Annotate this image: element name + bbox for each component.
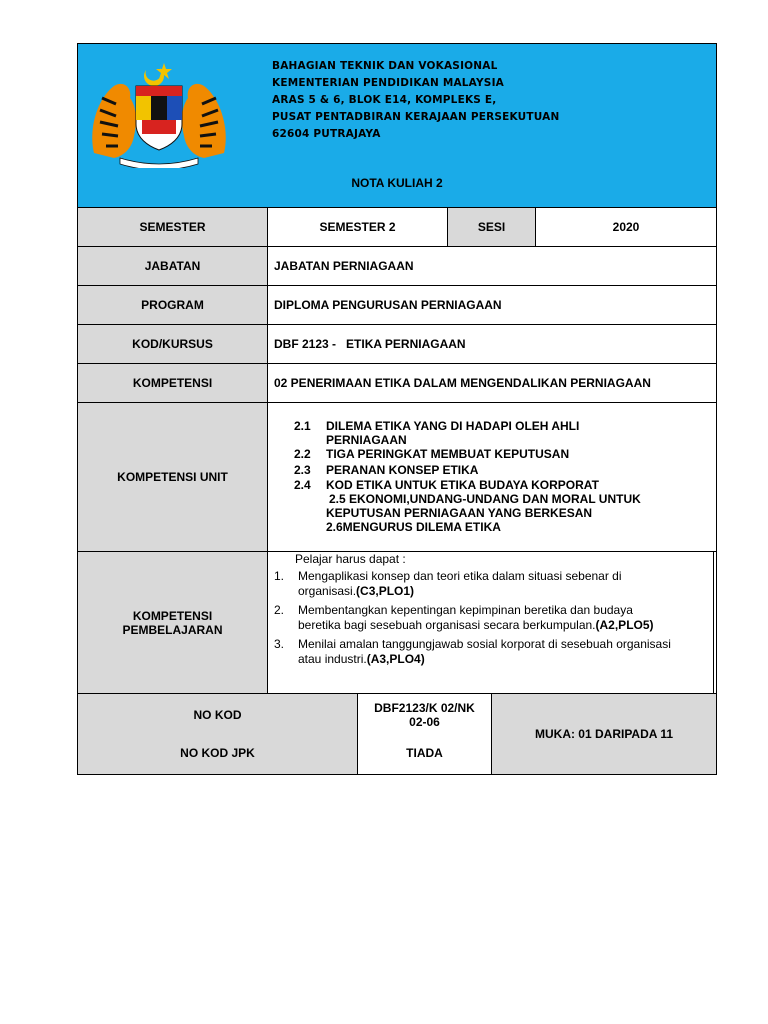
no-kod-label: NO KOD <box>193 708 242 722</box>
unit-number: 2.1 <box>294 419 311 433</box>
kompetensi-unit-label: KOMPETENSI UNIT <box>78 403 268 551</box>
document-form <box>77 43 717 775</box>
unit-text: 2.5 EKONOMI,UNDANG-UNDANG DAN MORAL UNTUK <box>329 492 641 506</box>
kompetensi-row <box>78 364 716 403</box>
address-line: PUSAT PENTADBIRAN KERAJAAN PERSEKUTUAN <box>272 111 560 123</box>
unit-number: 2.4 <box>294 478 311 492</box>
unit-text: PERNIAGAAN <box>326 433 407 447</box>
unit-text: KEPUTUSAN PERNIAGAAN YANG BERKESAN <box>326 506 593 520</box>
ministry-address <box>272 58 560 143</box>
footer-row <box>78 694 716 774</box>
objective-number: 1. <box>274 569 285 583</box>
kompetensi-unit-row <box>78 403 716 552</box>
jabatan-row <box>78 247 716 286</box>
kompetensi-value: 02 PENERIMAAN ETIKA DALAM MENGENDALIKAN PERNIAGAAN <box>274 376 651 390</box>
no-kod-jpk-value: TIADA <box>406 746 443 760</box>
semester-value: SEMESTER 2 <box>268 208 448 246</box>
kompetensi-pembelajaran-row <box>78 552 716 694</box>
program-value: DIPLOMA PENGURUSAN PERNIAGAAN <box>274 298 502 312</box>
no-kod-value: 02-06 <box>409 715 440 729</box>
objective-text: Membentangkan kepentingan kepimpinan beretika dan budaya <box>298 603 633 617</box>
objective-text: Menilai amalan tanggungjawab sosial korporat di sesebuah organisasi <box>298 637 671 651</box>
kod-kursus-row <box>78 325 716 364</box>
unit-number: 2.3 <box>294 463 311 477</box>
semester-row <box>78 208 716 247</box>
objective-code: (A2,PLO5) <box>595 618 654 632</box>
kod-values <box>358 694 492 774</box>
kompetensi-pembelajaran-label <box>78 552 268 693</box>
kod-labels <box>78 694 358 774</box>
kompetensi-label: KOMPETENSI <box>78 364 268 402</box>
objective-text: beretika bagi sesebuah organisasi secara berkumpulan. <box>298 618 596 632</box>
header-banner <box>78 44 716 208</box>
sesi-label: SESI <box>448 208 536 246</box>
kod-kursus-value <box>268 325 716 363</box>
objective-item <box>274 569 704 599</box>
address-line: BAHAGIAN TEKNIK DAN VOKASIONAL <box>272 60 498 72</box>
no-kod-jpk-label: NO KOD JPK <box>180 746 255 760</box>
address-line: ARAS 5 & 6, BLOK E14, KOMPLEKS E, <box>272 94 497 106</box>
coat-of-arms-logo <box>84 58 234 168</box>
objective-item <box>274 603 704 633</box>
objectives-intro: Pelajar harus dapat : <box>295 552 406 566</box>
unit-text: TIGA PERINGKAT MEMBUAT KEPUTUSAN <box>326 447 570 461</box>
semester-label: SEMESTER <box>78 208 268 246</box>
objective-number: 3. <box>274 637 285 651</box>
unit-text: DILEMA ETIKA YANG DI HADAPI OLEH AHLI <box>326 419 580 433</box>
document-title: NOTA KULIAH 2 <box>351 176 443 190</box>
label-line: PEMBELAJARAN <box>122 622 223 637</box>
objective-text: Mengaplikasi konsep dan teori etika dalam situasi sebenar di <box>298 569 622 583</box>
no-kod-value: DBF2123/K 02/NK <box>374 701 475 715</box>
kod-kursus-text: DBF 2123 - ETIKA PERNIAGAAN <box>274 337 466 351</box>
unit-number: 2.2 <box>294 447 311 461</box>
sesi-value: 2020 <box>612 220 640 234</box>
objective-text: organisasi. <box>298 584 357 598</box>
jabatan-label: JABATAN <box>78 247 268 285</box>
objective-code: (C3,PLO1) <box>356 584 415 598</box>
objective-number: 2. <box>274 603 285 617</box>
address-line: 62604 PUTRAJAYA <box>272 128 381 140</box>
unit-text: 2.6MENGURUS DILEMA ETIKA <box>326 520 501 534</box>
jabatan-value: JABATAN PERNIAGAAN <box>274 259 414 273</box>
unit-text: PERANAN KONSEP ETIKA <box>326 463 479 477</box>
objective-item <box>274 637 704 667</box>
objectives-list <box>268 552 714 693</box>
page-number: MUKA: 01 DARIPADA 11 <box>534 727 674 741</box>
objective-code: (A3,PLO4) <box>366 652 425 666</box>
program-label: PROGRAM <box>78 286 268 324</box>
kompetensi-unit-list <box>268 403 716 551</box>
label-line: KOMPETENSI <box>132 608 213 623</box>
objective-text: atau industri. <box>298 652 367 666</box>
address-line: KEMENTERIAN PENDIDIKAN MALAYSIA <box>272 77 505 89</box>
kod-kursus-label: KOD/KURSUS <box>78 325 268 363</box>
program-row <box>78 286 716 325</box>
unit-text: KOD ETIKA UNTUK ETIKA BUDAYA KORPORAT <box>326 478 599 492</box>
